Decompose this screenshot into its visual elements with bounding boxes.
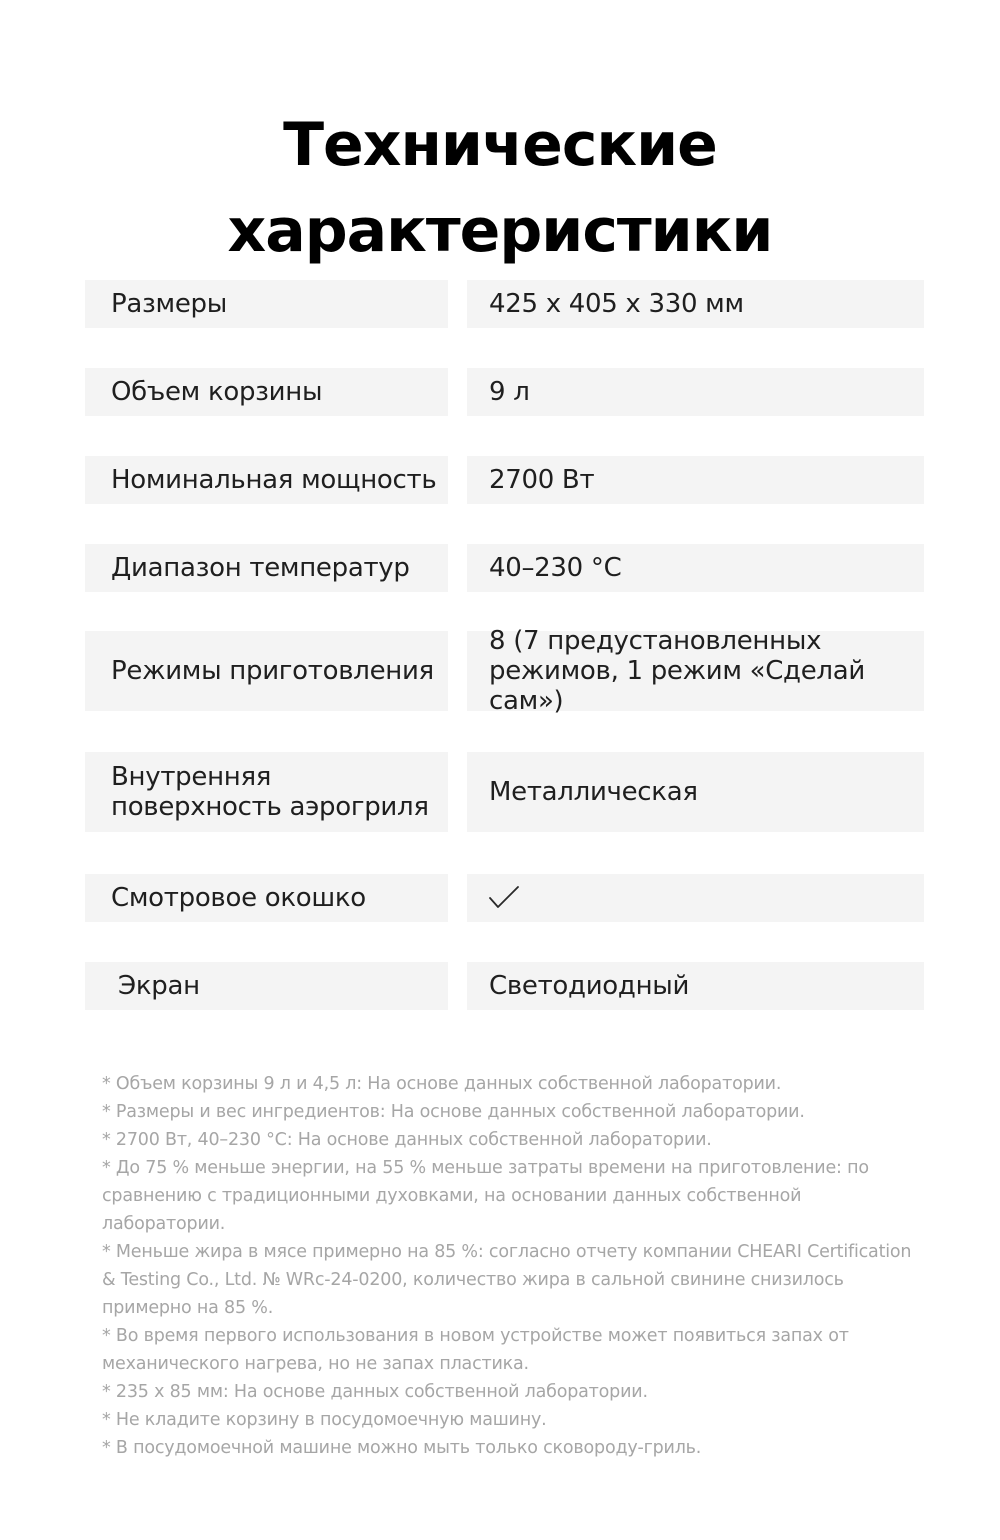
spec-label: Смотровое окошко: [85, 874, 448, 922]
page-title-line-1: Технические: [283, 110, 717, 181]
footnote: * Объем корзины 9 л и 4,5 л: На основе данных собственной лаборатории.: [102, 1074, 782, 1094]
spec-row-dimensions: [85, 280, 924, 328]
footnote: * Во время первого использования в новом устройстве может появиться запах от механического нагрева, но не запах пластика.: [102, 1326, 849, 1374]
spec-value: 8 (7 предустановленных режимов, 1 режим «Сделай сам»): [467, 631, 924, 711]
spec-row-basket-volume: [85, 368, 924, 416]
spec-value: 9 л: [467, 368, 924, 416]
footnote: * 235 x 85 мм: На основе данных собственной лаборатории.: [102, 1382, 648, 1402]
spec-row-display: [85, 962, 924, 1010]
spec-row-temperature-range: [85, 544, 924, 592]
spec-table: [85, 280, 924, 1010]
spec-label: Внутренняя поверхность аэрогриля: [85, 752, 448, 832]
spec-value: Светодиодный: [467, 962, 924, 1010]
spec-label: Номинальная мощность: [85, 456, 448, 504]
spec-value: 40–230 °C: [467, 544, 924, 592]
footnote: * Размеры и вес ингредиентов: На основе данных собственной лаборатории.: [102, 1102, 805, 1122]
spec-row-viewing-window: [85, 874, 924, 922]
spec-label: Диапазон температур: [85, 544, 448, 592]
spec-label: Экран: [85, 962, 448, 1010]
spec-row-cooking-modes: [85, 626, 924, 716]
spec-value: Металлическая: [467, 752, 924, 832]
page-title: [0, 102, 1000, 274]
spec-value: 2700 Вт: [467, 456, 924, 504]
footnote: * Меньше жира в мясе примерно на 85 %: согласно отчету компании CHEARI Certification & Testing Co., Ltd. № WRc-24-0200, количество жира в сальной свинине снизилось примерно на 85 %.: [102, 1242, 912, 1318]
spec-row-inner-surface: [85, 752, 924, 832]
footnotes: [102, 1070, 922, 1462]
footnote: * В посудомоечной машине можно мыть только сковороду-гриль.: [102, 1438, 702, 1458]
spec-value: [467, 874, 924, 922]
spec-label: Размеры: [85, 280, 448, 328]
footnote: * 2700 Вт, 40–230 °C: На основе данных собственной лаборатории.: [102, 1130, 712, 1150]
spec-label: Объем корзины: [85, 368, 448, 416]
spec-row-power: [85, 456, 924, 504]
footnote: * До 75 % меньше энергии, на 55 % меньше затраты времени на приготовление: по сравнению с традиционными духовками, на основании данных собственной лаборатории.: [102, 1158, 869, 1234]
page-title-line-2: характеристики: [227, 196, 773, 267]
spec-value: 425 x 405 x 330 мм: [467, 280, 924, 328]
footnote: * Не кладите корзину в посудомоечную машину.: [102, 1410, 547, 1430]
spec-label: Режимы приготовления: [85, 631, 448, 711]
checkmark-icon: [489, 885, 519, 911]
